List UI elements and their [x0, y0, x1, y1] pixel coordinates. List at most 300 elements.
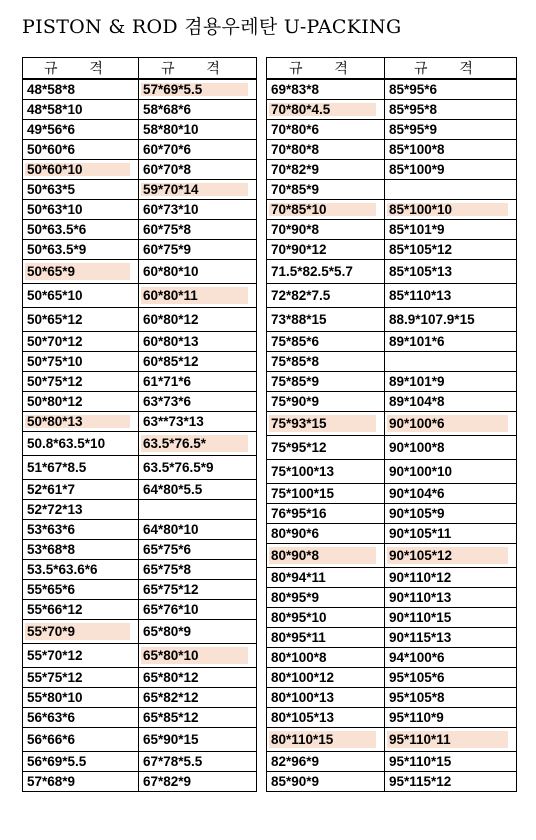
spec-size-text: 50*75*12: [27, 374, 83, 389]
spec-cell: [385, 308, 517, 332]
spec-size-text: 57*69*5.5: [143, 82, 203, 97]
spec-size-text: 70*80*6: [271, 122, 320, 137]
spec-size-text: 50*70*12: [27, 334, 83, 349]
spec-size-text: 80*90*8: [271, 548, 320, 563]
spec-cell: [267, 628, 385, 648]
spec-cell: [23, 372, 139, 392]
table-row: [267, 628, 517, 648]
spec-cell: [139, 140, 257, 160]
spec-size-text: 69*83*8: [271, 82, 320, 97]
spec-cell: [385, 372, 517, 392]
table-row: [23, 240, 257, 260]
spec-size-text: 80*110*15: [271, 732, 334, 747]
spec-size-text: 89*101*6: [389, 334, 445, 349]
spec-size-text: 65*82*12: [143, 690, 199, 705]
table-row: [23, 644, 257, 668]
spec-cell: [139, 308, 257, 332]
spec-cell: [139, 284, 257, 308]
spec-size-text: 70*90*12: [271, 242, 327, 257]
spec-cell: [267, 608, 385, 628]
spec-cell: [385, 240, 517, 260]
table-header-row: [267, 58, 517, 80]
spec-size-text: 64*80*5.5: [143, 482, 203, 497]
table-row: [23, 200, 257, 220]
spec-size-text: 85*95*9: [389, 122, 438, 137]
spec-size-text: 85*95*6: [389, 82, 438, 97]
spec-size-text: 89*101*9: [389, 374, 445, 389]
spec-size-text: 75*90*9: [271, 394, 320, 409]
spec-cell: [385, 180, 517, 200]
spec-size-text: 53*68*8: [27, 542, 76, 557]
spec-cell: [385, 504, 517, 524]
spec-size-text: 95*110*11: [389, 732, 451, 747]
spec-cell: [267, 352, 385, 372]
spec-cell: [267, 180, 385, 200]
table-row: [267, 140, 517, 160]
spec-cell: [23, 284, 139, 308]
spec-size-text: 67*82*9: [143, 774, 192, 789]
spec-cell: [385, 332, 517, 352]
spec-cell: [23, 456, 139, 480]
table-row: [267, 308, 517, 332]
spec-cell: [267, 100, 385, 120]
spec-size-text: 95*110*9: [389, 710, 444, 725]
spec-size-text: 90*100*10: [389, 464, 453, 479]
spec-size-text: 75*85*8: [271, 354, 320, 369]
page-title: PISTON & ROD 겸용우레탄 U-PACKING: [22, 16, 402, 38]
spec-size-text: 85*95*8: [389, 102, 438, 117]
spec-size-text: 65*80*12: [143, 670, 199, 685]
spec-size-text: 65*75*8: [143, 562, 192, 577]
spec-cell: [267, 436, 385, 460]
spec-size-text: 65*76*10: [143, 602, 199, 617]
spec-cell: [23, 220, 139, 240]
spec-size-text: 50*80*13: [27, 414, 83, 429]
spec-size-text: 50*75*10: [27, 354, 83, 369]
spec-size-text: 70*85*9: [271, 182, 320, 197]
spec-size-text: 70*85*10: [271, 202, 327, 217]
table-row: [267, 484, 517, 504]
table-row: [23, 708, 257, 728]
table-row: [267, 284, 517, 308]
spec-cell: [139, 728, 257, 752]
spec-size-text: 67*78*5.5: [143, 754, 203, 769]
spec-cell: [267, 160, 385, 180]
spec-size-text: 75*85*9: [271, 374, 320, 389]
spec-cell: [139, 772, 257, 792]
spec-size-text: 55*66*12: [27, 602, 83, 617]
spec-size-text: 76*95*16: [271, 506, 327, 521]
spec-cell: [385, 200, 517, 220]
table-row: [267, 392, 517, 412]
table-row: [23, 500, 257, 520]
spec-cell: [267, 308, 385, 332]
table-row: [23, 140, 257, 160]
spec-size-text: 75*100*15: [271, 486, 335, 501]
spec-cell: [139, 644, 257, 668]
spec-size-text: 60*80*12: [143, 312, 199, 327]
spec-cell: [139, 752, 257, 772]
spec-size-text: 80*95*10: [271, 610, 327, 625]
spec-cell: [139, 180, 257, 200]
spec-cell: [139, 160, 257, 180]
spec-size-text: 90*105*11: [389, 526, 452, 541]
spec-cell: [139, 688, 257, 708]
spec-cell: [139, 220, 257, 240]
spec-size-text: 90*110*15: [389, 610, 452, 625]
table-row: [23, 580, 257, 600]
spec-cell: [139, 580, 257, 600]
spec-cell: [23, 352, 139, 372]
spec-table-right: [266, 57, 517, 792]
spec-cell: [385, 708, 517, 728]
spec-size-text: 53*63*6: [27, 522, 76, 537]
spec-size-text: 63**73*13: [143, 414, 204, 429]
table-row: [23, 372, 257, 392]
spec-size-text: 48*58*8: [27, 82, 76, 97]
table-row: [267, 120, 517, 140]
spec-size-text: 70*80*4.5: [271, 102, 331, 117]
spec-size-text: 52*61*7: [27, 482, 76, 497]
table-row: [23, 600, 257, 620]
spec-size-text: 60*80*13: [143, 334, 199, 349]
spec-cell: [139, 79, 257, 100]
spec-cell: [267, 588, 385, 608]
spec-cell: [139, 372, 257, 392]
spec-cell: [385, 688, 517, 708]
spec-cell: [385, 648, 517, 668]
spec-size-text: 72*82*7.5: [271, 288, 331, 303]
spec-cell: [23, 120, 139, 140]
spec-cell: [23, 432, 139, 456]
table-row: [23, 100, 257, 120]
spec-size-text: 50*60*6: [27, 142, 76, 157]
spec-size-text: 51*67*8.5: [27, 460, 87, 475]
spec-cell: [385, 484, 517, 504]
spec-size-text: 50*63.5*9: [27, 242, 87, 257]
table-row: [23, 728, 257, 752]
spec-size-text: 80*95*11: [271, 630, 326, 645]
spec-size-text: 56*63*6: [27, 710, 76, 725]
spec-cell: [267, 568, 385, 588]
spec-cell: [139, 332, 257, 352]
table-row: [23, 456, 257, 480]
spec-cell: [139, 668, 257, 688]
column-header: 규 격: [23, 58, 139, 80]
spec-size-text: 50*65*9: [27, 264, 76, 279]
spec-cell: [23, 620, 139, 644]
table-row: [267, 352, 517, 372]
spec-size-text: 65*90*15: [143, 732, 199, 747]
spec-cell: [23, 500, 139, 520]
table-row: [23, 120, 257, 140]
spec-cell: [23, 260, 139, 284]
spec-cell: [267, 140, 385, 160]
spec-cell: [23, 580, 139, 600]
spec-size-text: 71.5*82.5*5.7: [271, 264, 353, 279]
spec-size-text: 63.5*76.5*9: [143, 460, 214, 475]
spec-size-text: 50*65*12: [27, 312, 83, 327]
spec-cell: [139, 352, 257, 372]
spec-cell: [385, 436, 517, 460]
table-row: [267, 460, 517, 484]
spec-cell: [23, 752, 139, 772]
spec-cell: [385, 728, 517, 752]
spec-cell: [385, 460, 517, 484]
spec-cell: [267, 79, 385, 100]
spec-cell: [267, 220, 385, 240]
spec-size-text: 95*110*15: [389, 754, 452, 769]
spec-size-text: 85*101*9: [389, 222, 445, 237]
table-row: [267, 728, 517, 752]
spec-size-text: 64*80*10: [143, 522, 199, 537]
table-row: [267, 436, 517, 460]
spec-size-text: 57*68*9: [27, 774, 76, 789]
spec-size-text: 59*70*14: [143, 182, 199, 197]
spec-cell: [267, 392, 385, 412]
spec-cell: [23, 240, 139, 260]
table-row: [267, 648, 517, 668]
table-row: [23, 540, 257, 560]
table-row: [267, 772, 517, 792]
table-row: [267, 412, 517, 436]
spec-cell: [139, 708, 257, 728]
spec-cell: [267, 728, 385, 752]
table-row: [23, 79, 257, 100]
table-row: [267, 160, 517, 180]
spec-size-text: 85*110*13: [389, 288, 452, 303]
table-row: [23, 668, 257, 688]
spec-cell: [23, 644, 139, 668]
spec-size-text: 63*73*6: [143, 394, 192, 409]
spec-cell: [385, 412, 517, 436]
spec-size-text: 65*75*12: [143, 582, 199, 597]
spec-size-text: 88.9*107.9*15: [389, 312, 475, 327]
table-row: [23, 352, 257, 372]
table-row: [267, 79, 517, 100]
table-row: [267, 588, 517, 608]
spec-size-text: 56*69*5.5: [27, 754, 87, 769]
table-row: [23, 560, 257, 580]
spec-cell: [23, 332, 139, 352]
spec-cell: [385, 588, 517, 608]
spec-cell: [267, 260, 385, 284]
spec-cell: [267, 772, 385, 792]
spec-size-text: 50*63.5*6: [27, 222, 87, 237]
spec-size-text: 85*100*10: [389, 202, 453, 217]
spec-cell: [267, 688, 385, 708]
table-row: [267, 220, 517, 240]
spec-size-text: 80*100*13: [271, 690, 335, 705]
spec-cell: [23, 708, 139, 728]
spec-cell: [267, 284, 385, 308]
spec-cell: [139, 520, 257, 540]
table-row: [267, 372, 517, 392]
table-row: [23, 308, 257, 332]
spec-size-text: 55*80*10: [27, 690, 83, 705]
spec-cell: [385, 628, 517, 648]
spec-size-text: 80*94*11: [271, 570, 326, 585]
spec-cell: [385, 140, 517, 160]
table-row: [23, 180, 257, 200]
spec-cell: [139, 432, 257, 456]
table-row: [23, 284, 257, 308]
table-row: [23, 480, 257, 500]
spec-cell: [23, 600, 139, 620]
table-row: [267, 180, 517, 200]
spec-size-text: 55*70*12: [27, 648, 83, 663]
spec-cell: [139, 480, 257, 500]
spec-size-text: 53.5*63.6*6: [27, 562, 98, 577]
spec-size-text: 60*70*6: [143, 142, 192, 157]
spec-size-text: 60*75*8: [143, 222, 192, 237]
spec-size-text: 85*90*9: [271, 774, 320, 789]
spec-cell: [139, 392, 257, 412]
table-row: [23, 260, 257, 284]
spec-cell: [23, 480, 139, 500]
spec-cell: [139, 200, 257, 220]
table-row: [23, 220, 257, 240]
spec-cell: [23, 728, 139, 752]
table-row: [267, 708, 517, 728]
spec-size-text: 95*105*6: [389, 670, 445, 685]
spec-cell: [139, 240, 257, 260]
table-row: [23, 432, 257, 456]
spec-cell: [267, 372, 385, 392]
spec-cell: [139, 560, 257, 580]
spec-cell: [23, 392, 139, 412]
spec-size-text: 90*105*9: [389, 506, 445, 521]
table-row: [267, 100, 517, 120]
spec-size-text: 60*80*11: [143, 288, 198, 303]
spec-cell: [385, 120, 517, 140]
spec-cell: [385, 284, 517, 308]
table-row: [267, 240, 517, 260]
spec-cell: [385, 79, 517, 100]
spec-cell: [385, 524, 517, 544]
spec-size-text: 56*66*6: [27, 732, 76, 747]
spec-cell: [385, 352, 517, 372]
column-header: 규 격: [385, 58, 517, 80]
spec-cell: [267, 412, 385, 436]
spec-cell: [267, 668, 385, 688]
spec-size-text: 85*100*9: [389, 162, 445, 177]
spec-size-text: 95*105*8: [389, 690, 445, 705]
table-row: [23, 688, 257, 708]
spec-cell: [267, 120, 385, 140]
spec-size-text: 50*60*10: [27, 162, 83, 177]
spec-size-text: 50*63*10: [27, 202, 83, 217]
spec-cell: [267, 504, 385, 524]
spec-size-text: 61*71*6: [143, 374, 192, 389]
spec-cell: [385, 160, 517, 180]
spec-cell: [139, 600, 257, 620]
spec-cell: [385, 544, 517, 568]
spec-cell: [23, 200, 139, 220]
spec-cell: [267, 524, 385, 544]
spec-size-text: 85*105*13: [389, 264, 453, 279]
spec-cell: [139, 620, 257, 644]
spec-size-text: 55*70*9: [27, 624, 76, 639]
spec-size-text: 60*80*10: [143, 264, 199, 279]
spec-cell: [385, 752, 517, 772]
table-row: [267, 200, 517, 220]
column-header: 규 격: [139, 58, 257, 80]
spec-size-text: 65*75*6: [143, 542, 192, 557]
table-row: [267, 544, 517, 568]
spec-size-text: 94*100*6: [389, 650, 445, 665]
table-row: [23, 752, 257, 772]
spec-size-text: 50*65*10: [27, 288, 83, 303]
spec-cell: [139, 120, 257, 140]
table-row: [23, 160, 257, 180]
spec-cell: [139, 540, 257, 560]
spec-cell: [139, 260, 257, 284]
spec-cell: [267, 544, 385, 568]
table-row: [267, 260, 517, 284]
spec-size-text: 95*115*12: [389, 774, 452, 789]
spec-size-text: 65*80*9: [143, 624, 192, 639]
table-row: [267, 752, 517, 772]
table-row: [267, 608, 517, 628]
spec-cell: [23, 688, 139, 708]
spec-size-text: 63.5*76.5*: [143, 436, 207, 451]
spec-cell: [23, 79, 139, 100]
spec-cell: [23, 520, 139, 540]
spec-cell: [267, 460, 385, 484]
spec-size-text: 50.8*63.5*10: [27, 436, 106, 451]
spec-size-text: 58*80*10: [143, 122, 199, 137]
spec-size-text: 90*100*6: [389, 416, 445, 431]
table-row: [267, 524, 517, 544]
table-row: [267, 568, 517, 588]
spec-size-text: 80*100*12: [271, 670, 335, 685]
spec-size-text: 65*85*12: [143, 710, 199, 725]
spec-size-text: 70*82*9: [271, 162, 320, 177]
spec-size-text: 48*58*10: [27, 102, 83, 117]
spec-size-text: 73*88*15: [271, 312, 327, 327]
spec-size-text: 60*73*10: [143, 202, 199, 217]
spec-cell: [267, 240, 385, 260]
spec-cell: [23, 560, 139, 580]
table-header-row: [23, 58, 257, 80]
table-row: [267, 668, 517, 688]
spec-cell: [139, 500, 257, 520]
spec-size-text: 90*105*12: [389, 548, 453, 563]
table-row: [267, 332, 517, 352]
table-row: [267, 504, 517, 524]
spec-cell: [385, 392, 517, 412]
spec-size-text: 80*95*9: [271, 590, 320, 605]
spec-cell: [385, 668, 517, 688]
table-row: [23, 332, 257, 352]
spec-size-text: 75*85*6: [271, 334, 320, 349]
spec-cell: [385, 100, 517, 120]
spec-size-text: 89*104*8: [389, 394, 445, 409]
spec-cell: [267, 200, 385, 220]
spec-cell: [23, 140, 139, 160]
spec-size-text: 90*110*12: [389, 570, 452, 585]
table-row: [23, 412, 257, 432]
spec-size-text: 75*100*13: [271, 464, 335, 479]
column-header: 규 격: [267, 58, 385, 80]
spec-cell: [23, 160, 139, 180]
spec-size-text: 70*80*8: [271, 142, 320, 157]
table-row: [23, 392, 257, 412]
spec-size-text: 55*75*12: [27, 670, 83, 685]
spec-cell: [385, 608, 517, 628]
table-row: [23, 772, 257, 792]
